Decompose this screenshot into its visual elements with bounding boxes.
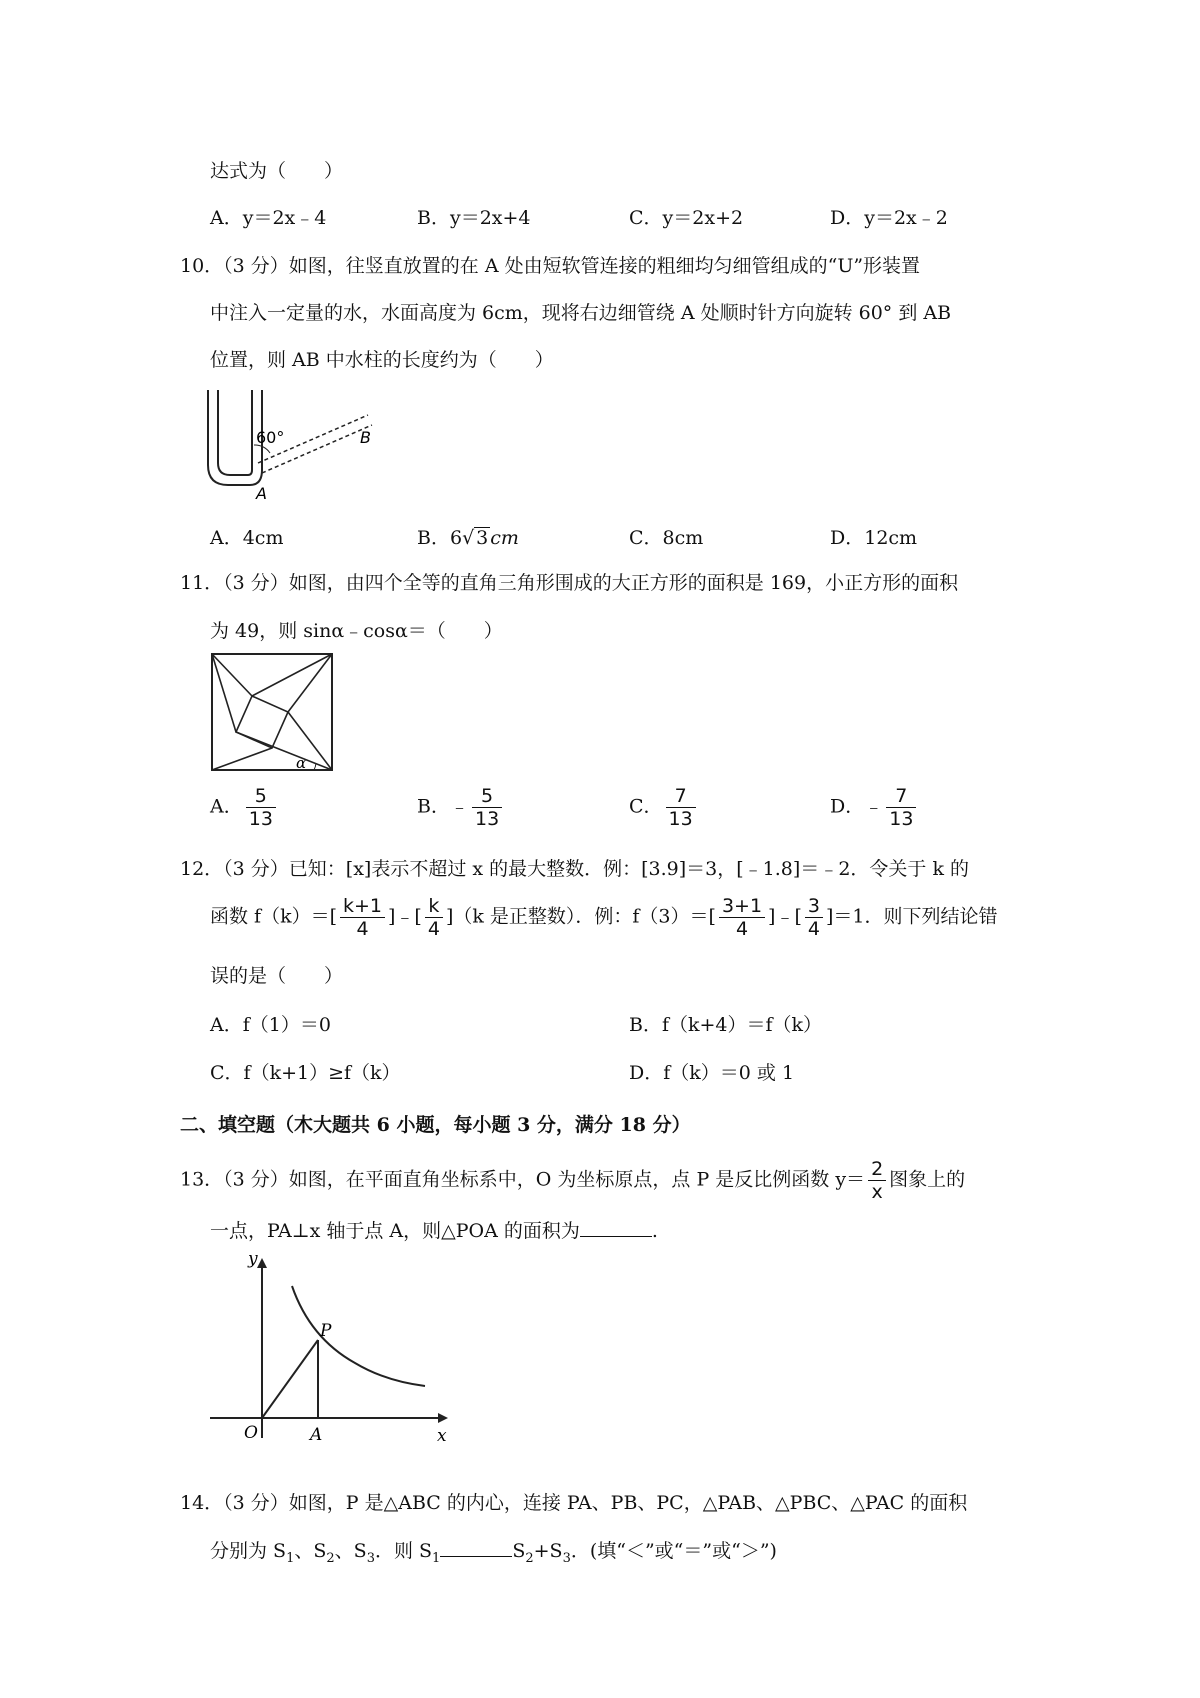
q9-option-d: D．y＝2x﹣2 <box>830 207 948 229</box>
q12-option-b: B．f（k+4）＝f（k） <box>629 1014 823 1036</box>
angle-label: 60° <box>256 428 285 447</box>
q10-option-d: D．12cm <box>830 527 918 549</box>
q10-option-a: A．4cm <box>210 527 284 549</box>
x-axis-label: x <box>437 1426 447 1446</box>
q11-option-b: B．﹣ $\frac{5}{13}$ <box>417 785 505 830</box>
u-tube-figure <box>200 385 390 500</box>
origin-label: O <box>244 1423 258 1443</box>
q12-option-a: A．f（1）＝0 <box>210 1014 331 1036</box>
point-a-label: A <box>256 484 267 500</box>
q14-line-1: 14．（3 分）如图，P 是△ABC 的内心，连接 PA、PB、PC，△PAB、△PBC、△PAC 的面积 <box>180 1492 968 1514</box>
q13-line-1: 13．（3 分）如图，在平面直角坐标系中，O 为坐标原点，点 P 是反比例函数 y＝ $\frac{2}{x}$ 图象上的 <box>180 1158 966 1203</box>
q11-option-a: A． $\frac{5}{13}$ <box>210 785 279 830</box>
q13-line-2: 一点，PA⊥x 轴于点 A，则△POA 的面积为 . <box>210 1220 658 1242</box>
q9-option-b: B．y＝2x+4 <box>417 207 531 229</box>
q9-option-c: C．y＝2x+2 <box>629 207 744 229</box>
q10-option-b: B．6√ 3 cm <box>417 527 519 549</box>
q10-option-c: C．8cm <box>629 527 704 549</box>
q12-line-3: 误的是（ ） <box>210 965 344 987</box>
point-a-label: A <box>310 1425 323 1445</box>
q12-line-2: 函数 f（k）＝[ $\frac{k+1}{4}$ ]﹣[ $\frac{k}{4}$ ]（k 是正整数）．例：f（3）＝[ $\frac{3+1}{4}$ ]﹣[ $\frac{3}{4}$ ]＝1．则下列结论错 <box>210 895 998 940</box>
alpha-label: α <box>296 754 307 772</box>
q10-line-1: 10．（3 分）如图，往竖直放置的在 A 处由短软管连接的粗细均匀细管组成的“U”形装置 <box>180 255 921 277</box>
q12-line-1: 12．（3 分）已知：[x]表示不超过 x 的最大整数．例：[3.9]＝3，[﹣1.8]＝﹣2．令关于 k 的 <box>180 858 969 880</box>
q12-option-d: D．f（k）＝0 或 1 <box>629 1062 795 1084</box>
coordinate-figure <box>200 1248 460 1448</box>
q10-line-2: 中注入一定量的水，水面高度为 6cm，现将右边细管绕 A 处顺时针方向旋转 60° 到 AB <box>210 302 952 324</box>
section-heading: 二、填空题（木大题共 6 小题，每小题 3 分，满分 18 分） <box>180 1114 691 1136</box>
q11-line-1: 11．（3 分）如图，由四个全等的直角三角形围成的大正方形的面积是 169，小正方形的面积 <box>180 572 959 594</box>
y-axis-label: y <box>248 1249 258 1269</box>
q10-line-3: 位置，则 AB 中水柱的长度约为（ ） <box>210 349 554 371</box>
q12-option-c: C．f（k+1）≥f（k） <box>210 1062 401 1084</box>
q11-line-2: 为 49，则 sinα﹣cosα＝（ ） <box>210 620 503 642</box>
answer-blank-13 <box>580 1218 652 1237</box>
q9-option-a: A．y＝2x﹣4 <box>210 207 327 229</box>
q11-option-c: C． $\frac{7}{13}$ <box>629 785 699 830</box>
q14-line-2: 分别为 $S_1$、$S_2$、$S_3$．则 $S_1$ $S_2+S_3$．(填“＜”或“＝”或“＞”) <box>210 1540 777 1566</box>
point-p-label: P <box>320 1321 332 1341</box>
square-figure <box>210 652 335 772</box>
q11-option-d: D．﹣ $\frac{7}{13}$ <box>830 785 919 830</box>
q9-tail-text: 达式为（ ） <box>210 160 344 182</box>
point-b-label: B <box>360 428 371 447</box>
answer-blank-14 <box>440 1538 512 1557</box>
